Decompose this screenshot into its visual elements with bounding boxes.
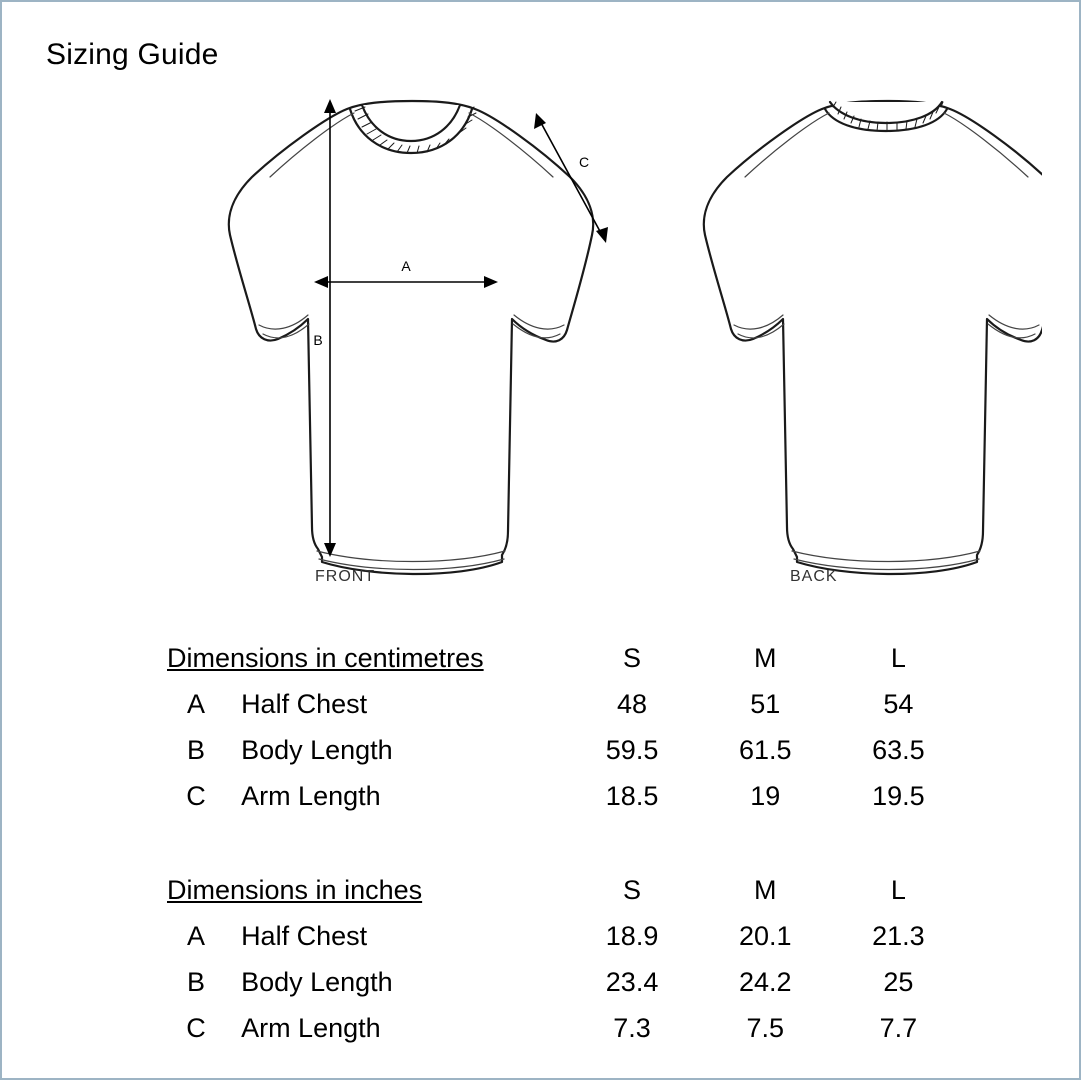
size-header-m: M bbox=[753, 874, 777, 905]
size-header-s: S bbox=[623, 642, 642, 673]
value-cm-arm-length-m: 19 bbox=[750, 780, 781, 811]
back-caption: BACK bbox=[790, 568, 838, 585]
size-header-l: L bbox=[890, 874, 906, 905]
row-code-b: B bbox=[187, 966, 206, 997]
value-cm-half-chest-m: 51 bbox=[750, 688, 781, 719]
table-title-cm: Dimensions in centimetres bbox=[167, 642, 484, 673]
label-a: A bbox=[401, 258, 411, 274]
value-in-half-chest-s: 18.9 bbox=[605, 920, 659, 951]
row-code-c: C bbox=[186, 1012, 206, 1043]
tshirt-diagram bbox=[122, 57, 1042, 602]
value-cm-arm-length-s: 18.5 bbox=[605, 780, 659, 811]
table-header-row bbox=[165, 867, 965, 913]
tshirt-illustration bbox=[122, 57, 1042, 602]
label-c: C bbox=[578, 154, 590, 170]
value-in-arm-length-m: 7.5 bbox=[746, 1012, 784, 1043]
table-row bbox=[165, 913, 965, 959]
row-code-b: B bbox=[187, 734, 206, 765]
table-row bbox=[165, 1005, 965, 1051]
label-b: B bbox=[313, 332, 323, 348]
value-cm-body-length-l: 63.5 bbox=[872, 734, 925, 765]
table-header-row bbox=[165, 635, 965, 681]
row-name-half-chest: Half Chest bbox=[241, 688, 368, 719]
row-code-c: C bbox=[186, 780, 206, 811]
size-header-s: S bbox=[623, 874, 642, 905]
size-header-l: L bbox=[890, 642, 906, 673]
size-header-m: M bbox=[753, 642, 777, 673]
row-code-a: A bbox=[187, 920, 206, 951]
table-row bbox=[165, 681, 965, 727]
value-in-half-chest-l: 21.3 bbox=[872, 920, 925, 951]
table-row bbox=[165, 727, 965, 773]
row-name-half-chest: Half Chest bbox=[241, 920, 368, 951]
value-in-arm-length-s: 7.3 bbox=[613, 1012, 651, 1043]
value-cm-body-length-s: 59.5 bbox=[605, 734, 659, 765]
row-name-body-length: Body Length bbox=[241, 734, 393, 765]
value-cm-arm-length-l: 19.5 bbox=[872, 780, 925, 811]
page-title: Sizing Guide bbox=[46, 38, 219, 71]
value-in-half-chest-m: 20.1 bbox=[738, 920, 792, 951]
dimensions-table-inches bbox=[165, 867, 965, 1051]
value-in-body-length-s: 23.4 bbox=[605, 966, 659, 997]
row-name-arm-length: Arm Length bbox=[241, 780, 381, 811]
table-title-inches: Dimensions in inches bbox=[167, 874, 423, 905]
table-row bbox=[165, 959, 965, 1005]
front-caption: FRONT bbox=[315, 568, 376, 585]
value-in-body-length-l: 25 bbox=[883, 966, 914, 997]
row-code-a: A bbox=[187, 688, 206, 719]
value-in-body-length-m: 24.2 bbox=[738, 966, 792, 997]
table-row bbox=[165, 773, 965, 819]
row-name-arm-length: Arm Length bbox=[241, 1012, 381, 1043]
value-cm-body-length-m: 61.5 bbox=[738, 734, 792, 765]
dimensions-table-centimetres bbox=[165, 635, 965, 819]
value-cm-half-chest-s: 48 bbox=[617, 688, 648, 719]
value-in-arm-length-l: 7.7 bbox=[879, 1012, 918, 1043]
row-name-body-length: Body Length bbox=[241, 966, 393, 997]
value-cm-half-chest-l: 54 bbox=[883, 688, 914, 719]
